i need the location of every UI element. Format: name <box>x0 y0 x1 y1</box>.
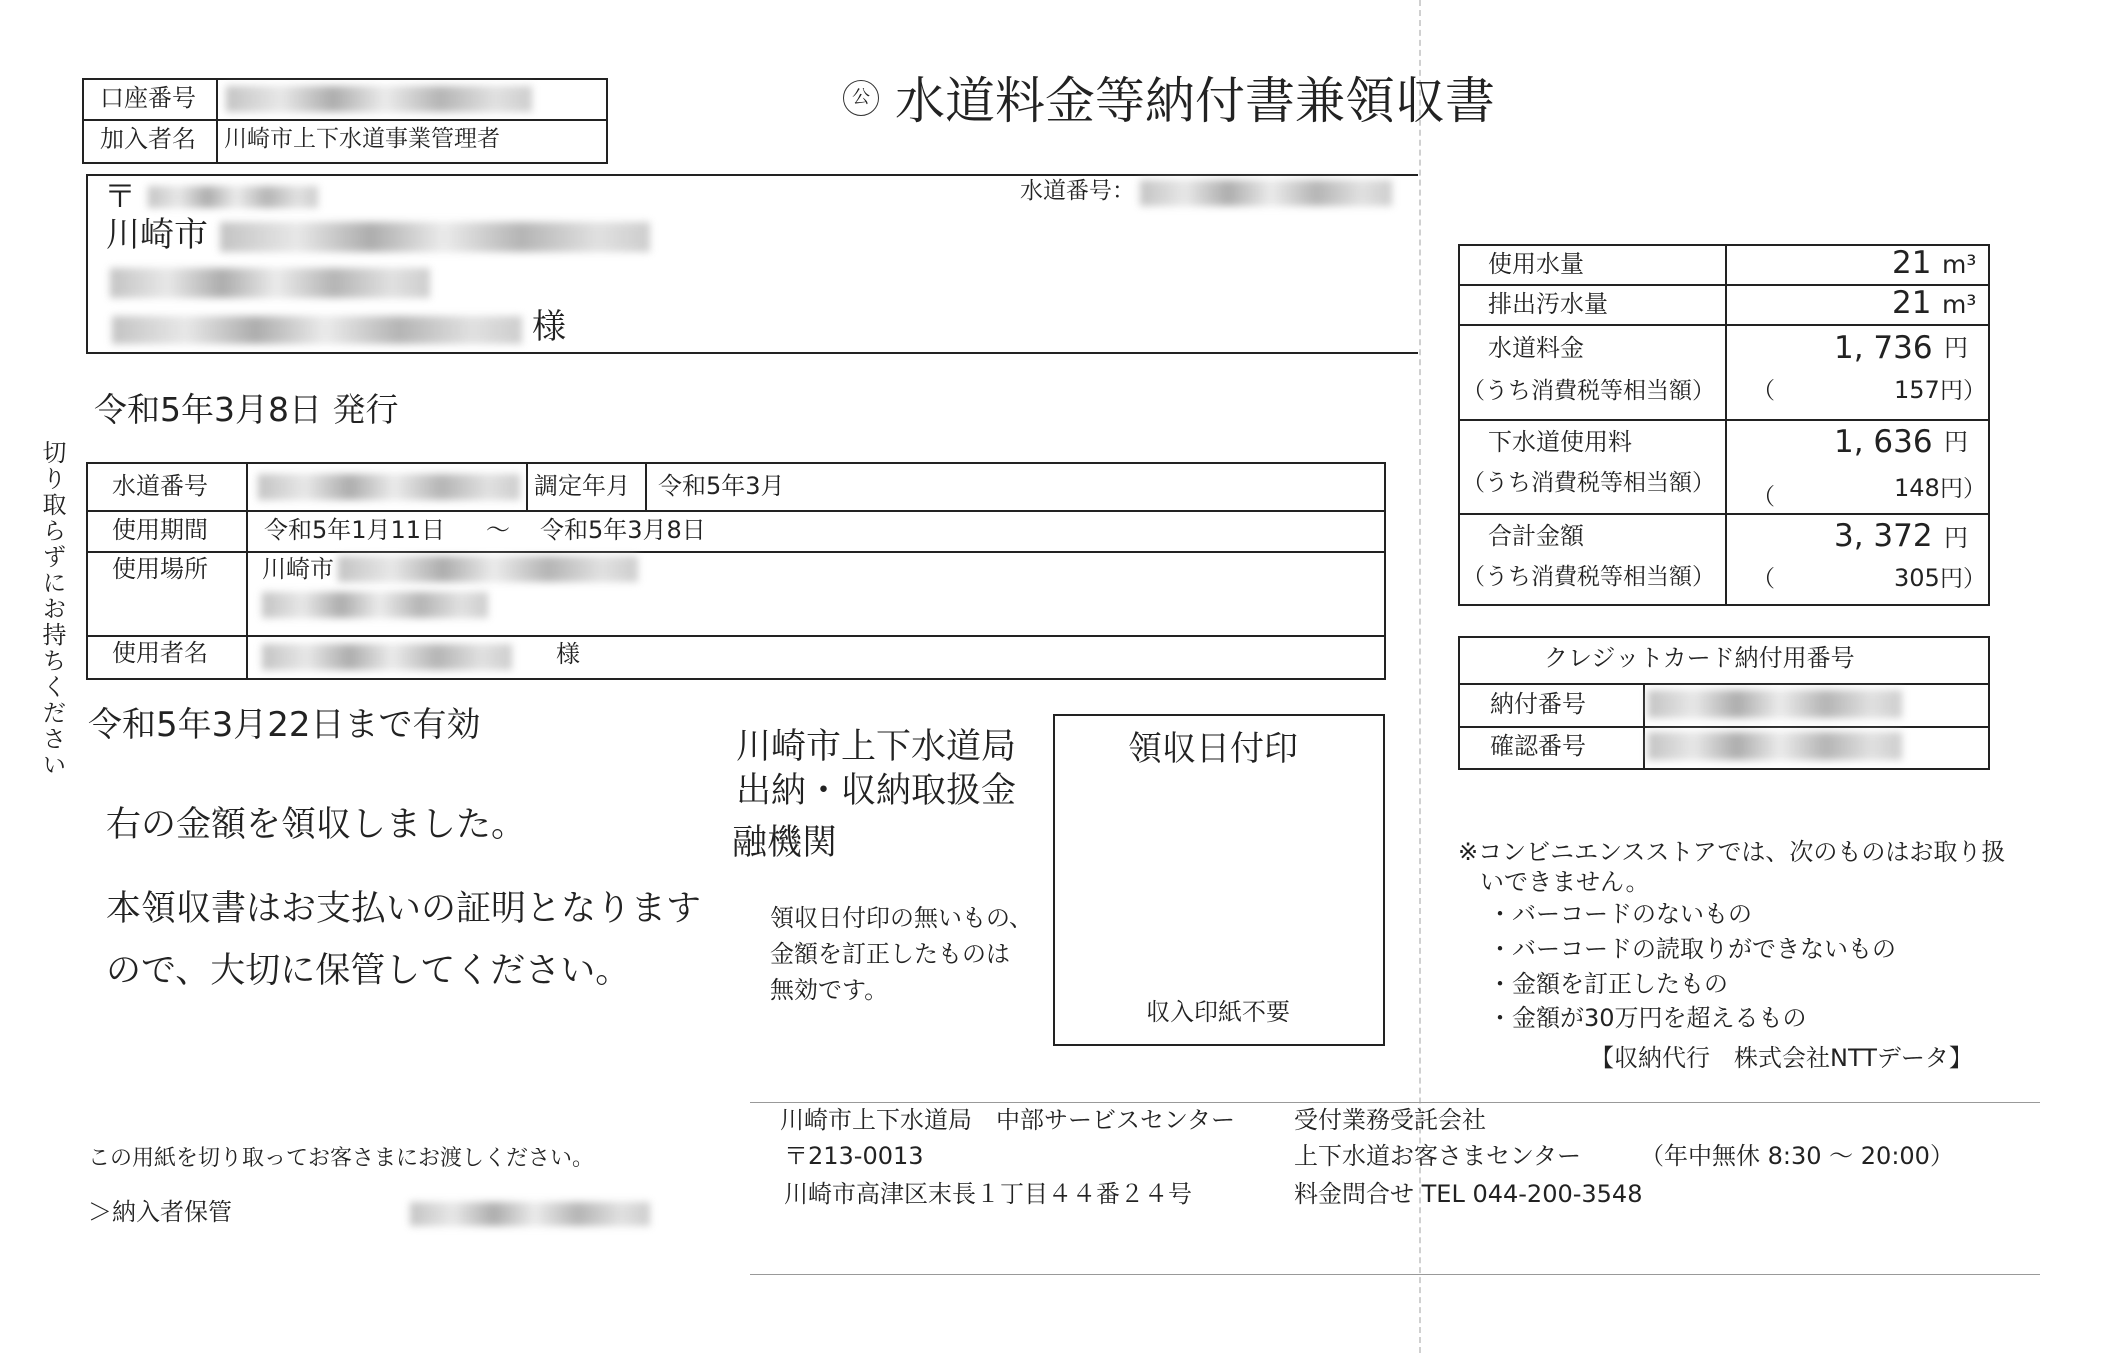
sewer-fee-tax-label: （うち消費税等相当額） <box>1462 470 1715 496</box>
credit-card-divider-1 <box>1458 683 1990 685</box>
detail-water-number-label: 水道番号 <box>112 472 208 500</box>
collection-agent: 【収納代行 株式会社NTTデータ】 <box>1590 1044 1973 1072</box>
service-center-address: 川崎市高津区末長１丁目４４番２４号 <box>784 1180 1192 1208</box>
postal-mark: 〒 <box>104 177 137 215</box>
charges-row-divider-3 <box>1458 419 1990 421</box>
water-fee-yen: 円 <box>1944 334 1968 362</box>
agency-line-3: 融機関 <box>732 823 838 863</box>
document-title: 水道料金等納付書兼領収書 <box>895 72 1495 130</box>
sewage-usage-unit: m³ <box>1942 290 1977 319</box>
water-usage-value: 21 <box>1892 245 1932 281</box>
receipt-line-2b: ので、大切に保管してください。 <box>106 951 631 991</box>
address-line2-redacted <box>110 268 430 298</box>
confirmation-number-label: 確認番号 <box>1490 732 1586 760</box>
water-fee-tax-close: 円） <box>1940 378 1986 404</box>
detail-label-divider <box>246 462 248 680</box>
sewage-usage-value: 21 <box>1892 285 1932 321</box>
usage-place-line2-redacted <box>262 592 488 618</box>
address-name-redacted <box>112 316 522 344</box>
conveni-note-line-1: ※コンビニエンスストアでは、次のものはお取り扱 <box>1458 838 2006 866</box>
sewer-fee-label: 下水道使用料 <box>1488 428 1632 456</box>
detail-row-divider-1 <box>86 510 1386 512</box>
payment-number-redacted <box>1648 690 1902 718</box>
contractor-label: 受付業務受託会社 <box>1294 1106 1486 1134</box>
sewer-fee-tax-close: 円） <box>1940 476 1986 502</box>
user-name-redacted <box>262 644 512 670</box>
agency-note-3: 無効です。 <box>770 976 889 1004</box>
water-fee-tax-open: （ <box>1752 378 1775 404</box>
total-tax-value: 305 <box>1894 564 1940 592</box>
agency-note-1: 領収日付印の無いもの、 <box>770 904 1034 932</box>
usage-period-label: 使用期間 <box>112 516 208 544</box>
total-tax-label: （うち消費税等相当額） <box>1462 564 1715 590</box>
agency-line-2: 出納・収納取扱金 <box>736 771 1017 811</box>
charges-row-divider-4 <box>1458 513 1990 515</box>
conveni-item-2: ・バーコードの読取りができないもの <box>1488 935 1896 963</box>
total-value: 3, 372 <box>1834 518 1933 554</box>
conveni-item-4: ・金額が30万円を超えるもの <box>1488 1004 1807 1032</box>
payment-number-label: 納付番号 <box>1490 690 1586 718</box>
account-number-label: 口座番号 <box>100 84 196 112</box>
reading-month-label: 調定年月 <box>534 472 630 500</box>
address-city: 川崎市 <box>106 215 208 255</box>
detail-row-divider-2 <box>86 551 1386 553</box>
payer-copy-redacted <box>410 1202 650 1226</box>
usage-place-city: 川崎市 <box>262 555 334 583</box>
service-center-name: 川崎市上下水道局 中部サービスセンター <box>780 1106 1236 1134</box>
sewer-fee-value: 1, 636 <box>1834 424 1933 460</box>
conveni-item-1: ・バーコードのないもの <box>1488 900 1752 928</box>
charges-col-divider <box>1725 244 1727 606</box>
valid-until: 令和5年3月22日まで有効 <box>88 705 481 745</box>
water-fee-tax-label: （うち消費税等相当額） <box>1462 378 1715 404</box>
detail-month-divider-a <box>526 462 528 510</box>
address-honorific: 様 <box>532 307 566 347</box>
total-tax-open: （ <box>1752 566 1775 592</box>
sewer-fee-tax-open: （ <box>1752 484 1775 510</box>
credit-card-divider-2 <box>1458 726 1990 728</box>
total-label: 合計金額 <box>1488 522 1584 550</box>
detail-month-divider-b <box>645 462 647 510</box>
customer-center-hours: （年中無休 8:30 ～ 20:00） <box>1640 1142 1954 1170</box>
conveni-item-3: ・金額を訂正したもの <box>1488 970 1728 998</box>
water-fee-tax-value: 157 <box>1894 376 1940 404</box>
charges-row-divider-2 <box>1458 324 1990 326</box>
total-yen: 円 <box>1944 524 1968 552</box>
usage-period-to: 令和5年3月8日 <box>540 516 706 544</box>
account-number-redacted <box>226 86 532 112</box>
usage-period-from: 令和5年1月11日 <box>264 516 446 544</box>
reading-month-value: 令和5年3月 <box>658 472 785 500</box>
subscriber-label: 加入者名 <box>100 125 196 153</box>
total-tax-close: 円） <box>1940 566 1986 592</box>
usage-place-label: 使用場所 <box>112 555 208 583</box>
service-center-postal: 〒213-0013 <box>784 1142 924 1170</box>
account-box-divider <box>82 119 608 121</box>
address-water-number-redacted <box>1140 180 1392 206</box>
credit-card-col-divider <box>1643 683 1645 770</box>
receipt-line-1: 右の金額を領収しました。 <box>106 805 527 845</box>
water-fee-value: 1, 736 <box>1834 330 1933 366</box>
address-line1-redacted <box>220 222 650 252</box>
sewage-usage-label: 排出汚水量 <box>1488 290 1608 318</box>
water-usage-label: 使用水量 <box>1488 250 1584 278</box>
footer-top-rule <box>750 1102 2040 1103</box>
customer-center-name: 上下水道お客さまセンター <box>1294 1142 1582 1170</box>
usage-place-line1-redacted <box>338 556 638 582</box>
side-note: 切り取らずにお持ちください <box>38 440 66 778</box>
address-water-number-label: 水道番号： <box>1020 178 1135 204</box>
detail-water-number-redacted <box>258 474 520 500</box>
user-name-label: 使用者名 <box>112 639 208 667</box>
footer-bottom-rule <box>750 1274 2040 1275</box>
confirmation-number-redacted <box>1648 732 1902 760</box>
billing-inquiry-phone: 料金問合せ TEL 044-200-3548 <box>1294 1180 1643 1208</box>
receipt-line-2a: 本領収書はお支払いの証明となります <box>106 889 702 929</box>
issue-date: 令和5年3月8日 発行 <box>94 390 399 429</box>
user-name-honorific: 様 <box>556 640 580 668</box>
revenue-stamp-note: 収入印紙不要 <box>1146 998 1290 1026</box>
sewer-fee-yen: 円 <box>1944 428 1968 456</box>
account-box-vdivider <box>216 78 218 164</box>
public-mark <box>843 80 879 116</box>
water-fee-label: 水道料金 <box>1488 334 1584 362</box>
agency-line-1: 川崎市上下水道局 <box>736 727 1017 767</box>
public-mark-text: 公 <box>852 87 870 108</box>
credit-card-title: クレジットカード納付用番号 <box>1544 644 1855 672</box>
sewer-fee-tax-value: 148 <box>1894 474 1940 502</box>
cut-off-note: この用紙を切り取ってお客さまにお渡しください。 <box>88 1146 595 1171</box>
postal-code-redacted <box>148 186 318 208</box>
detail-row-divider-3 <box>86 635 1386 637</box>
receipt-stamp-title: 領収日付印 <box>1128 729 1298 769</box>
water-usage-unit: m³ <box>1942 250 1977 279</box>
subscriber-value: 川崎市上下水道事業管理者 <box>224 126 500 152</box>
usage-period-tilde: ～ <box>486 516 510 544</box>
agency-note-2: 金額を訂正したものは <box>770 940 1010 968</box>
conveni-note-line-2: いできません。 <box>1480 868 1650 896</box>
payer-copy-note: ＞納入者保管 <box>88 1198 232 1226</box>
